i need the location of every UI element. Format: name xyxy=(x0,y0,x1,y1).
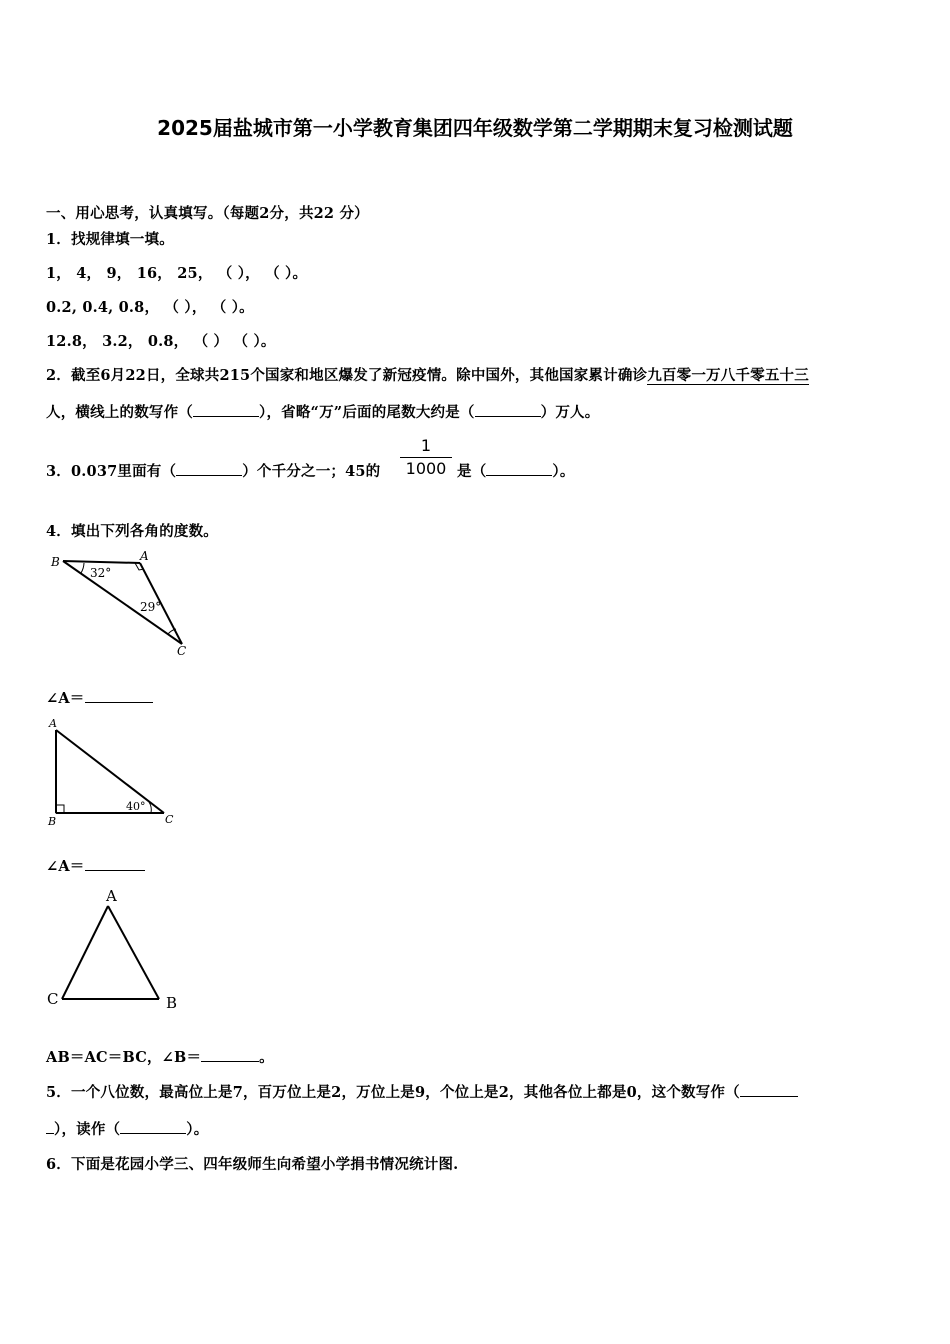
answer-blank[interactable] xyxy=(120,1119,186,1134)
answer-blank-continued[interactable] xyxy=(46,1119,54,1134)
answer-blank[interactable] xyxy=(85,688,153,703)
answer-label: ∠A＝ xyxy=(46,690,85,707)
answer-label: ∠A＝ xyxy=(46,858,85,875)
question-3-text-a: 3．0.037里面有（ xyxy=(46,463,177,480)
question-1-row-2: 0.2, 0.4, 0.8， （ ）， （ ）。 xyxy=(46,299,254,316)
question-3-text-b: ）个千分之一；45的 xyxy=(242,463,381,480)
question-2-line-2 xyxy=(46,401,599,422)
answer-label: AB＝AC＝BC，∠B＝ xyxy=(46,1049,202,1066)
question-6-stem: 6．下面是花园小学三、四年级师生向希望小学捐书情况统计图. xyxy=(46,1156,459,1173)
answer-blank[interactable] xyxy=(475,402,541,417)
answer-line-2 xyxy=(46,855,145,876)
triangle-figure-2 xyxy=(46,716,186,828)
fraction xyxy=(400,436,452,479)
question-3-line-end xyxy=(457,460,575,481)
question-2-text: 2．截至6月22日，全球共215个国家和地区爆发了新冠疫情。除中国外，其他国家累计确诊 xyxy=(46,367,648,384)
answer-end: 。 xyxy=(259,1049,274,1066)
question-3-text-c: 是（ xyxy=(457,463,487,480)
question-1-row-3: 12.8， 3.2， 0.8， （ ） （ ）。 xyxy=(46,333,276,350)
triangle-figure-3 xyxy=(46,886,186,1016)
angle-label-c: 40° xyxy=(126,800,146,813)
answer-blank[interactable] xyxy=(176,461,242,476)
question-1-row-1: 1， 4， 9， 16， 25， （ ）， （ ）。 xyxy=(46,265,308,282)
question-2-text-c: ）万人。 xyxy=(540,404,600,421)
section-heading: 一、用心思考，认真填写。（每题2分，共22 分） xyxy=(46,205,369,222)
answer-blank[interactable] xyxy=(85,856,145,871)
vertex-label-c: C xyxy=(177,644,187,658)
fraction-numerator: 1 xyxy=(420,436,432,455)
question-4-stem: 4．填出下列各角的度数。 xyxy=(46,523,218,540)
vertex-label-b: B xyxy=(48,815,57,828)
angle-label-b: 32° xyxy=(90,566,112,580)
answer-blank[interactable] xyxy=(193,402,259,417)
question-5-line-2 xyxy=(46,1118,208,1139)
question-2-text-a: 人，横线上的数写作（ xyxy=(46,404,193,421)
angle-label-c: 29° xyxy=(140,600,162,614)
question-5-text: 5．一个八位数，最高位上是7，百万位上是2，万位上是9，个位上是2，其他各位上都是0，这个数写作（ xyxy=(46,1084,740,1101)
fraction-denominator: 1000 xyxy=(405,459,447,478)
question-5-line-1 xyxy=(46,1081,798,1102)
answer-line-1 xyxy=(46,687,153,708)
answer-blank[interactable] xyxy=(740,1082,798,1097)
vertex-label-b: B xyxy=(51,555,60,569)
vertex-label-c: C xyxy=(165,813,174,826)
question-2-text-b: ），省略“万”后面的尾数大约是（ xyxy=(259,404,475,421)
vertex-label-a: A xyxy=(49,717,57,730)
triangle-figure-1 xyxy=(46,548,196,660)
vertex-label-b: B xyxy=(166,994,178,1012)
question-3-text-d: ）。 xyxy=(552,463,575,480)
vertex-label-c: C xyxy=(47,990,59,1008)
question-5-text-c: ）。 xyxy=(186,1121,209,1138)
question-5-text-b: ），读作（ xyxy=(54,1121,121,1138)
question-1-stem: 1．找规律填一填。 xyxy=(46,231,174,248)
vertex-label-a: A xyxy=(140,549,149,563)
question-2-underlined-number: 九百零一万八千零五十三 xyxy=(647,367,809,384)
fraction-bar xyxy=(400,457,452,458)
question-3-line xyxy=(46,460,380,481)
answer-line-3 xyxy=(46,1046,274,1067)
question-2-line-1 xyxy=(46,364,809,385)
page-title: 2025届盐城市第一小学教育集团四年级数学第二学期期末复习检测试题 xyxy=(157,116,793,140)
answer-blank[interactable] xyxy=(201,1047,259,1062)
vertex-label-a: A xyxy=(106,887,117,905)
answer-blank[interactable] xyxy=(486,461,552,476)
